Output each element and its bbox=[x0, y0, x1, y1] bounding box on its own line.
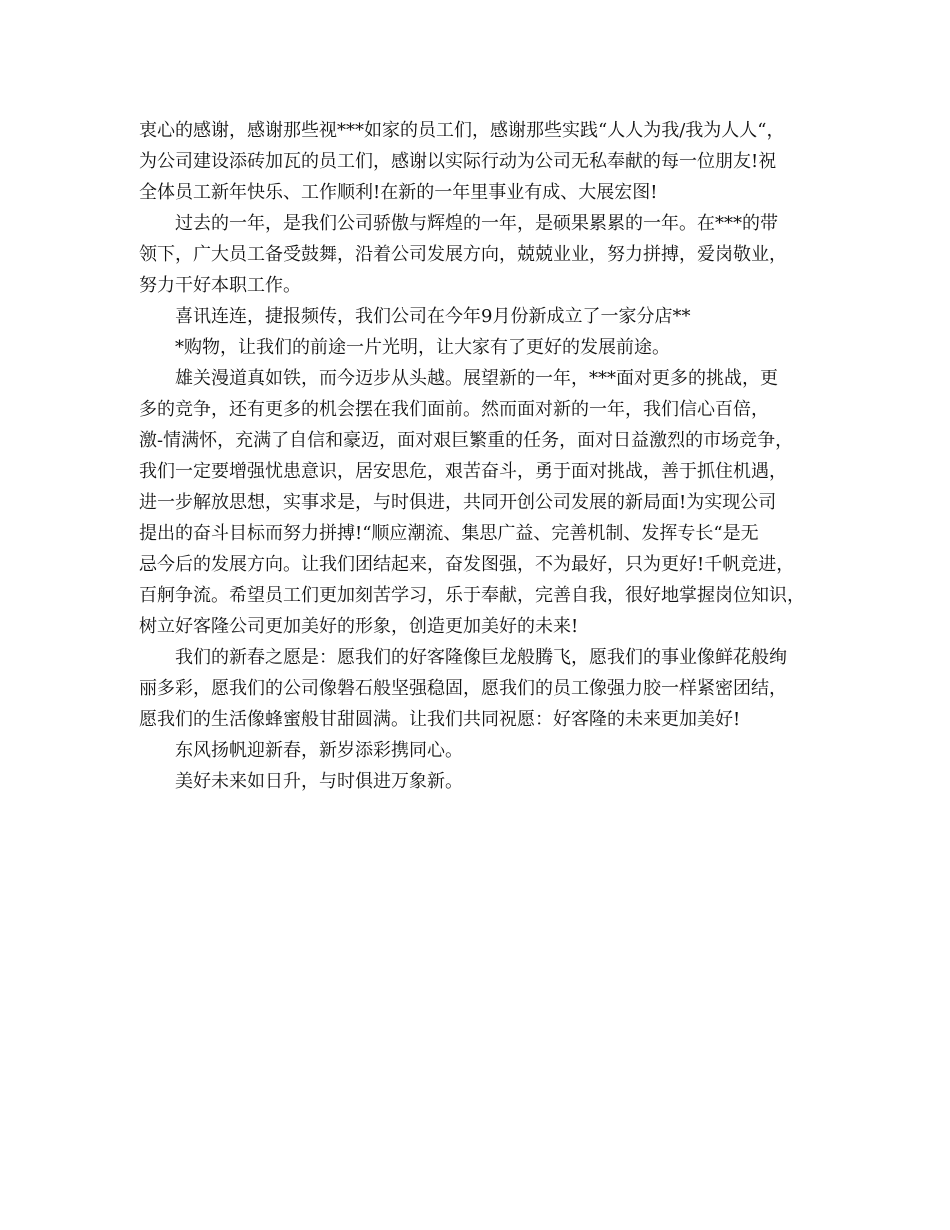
text-line: 树立好客隆公司更加美好的形象，创造更加美好的未来! bbox=[139, 616, 579, 637]
text-line: *购物，让我们的前途一片光明，让大家有了更好的发展前途。 bbox=[175, 337, 670, 358]
text-line: 百舸争流。希望员工们更加刻苦学习，乐于奉献，完善自我，很好地掌握岗位知识， bbox=[139, 585, 805, 606]
text-line: 全体员工新年快乐、工作顺利!在新的一年里事业有成、大展宏图! bbox=[139, 182, 658, 203]
text-line: 愿我们的生活像蜂蜜般甘甜圆满。让我们共同祝愿：好客隆的未来更加美好! bbox=[139, 709, 741, 730]
text-line: 激-情满怀，充满了自信和豪迈，面对艰巨繁重的任务，面对日益激烈的市场竞争， bbox=[139, 430, 794, 451]
text-line: 美好未来如日升，与时俱进万象新。 bbox=[175, 771, 463, 792]
text-line: 我们的新春之愿是：愿我们的好客隆像巨龙般腾飞，愿我们的事业像鲜花般绚 bbox=[175, 647, 787, 668]
text-line: 领下，广大员工备受鼓舞，沿着公司发展方向，兢兢业业，努力拼搏，爱岗敬业， bbox=[139, 244, 787, 265]
text-line: 提出的奋斗目标而努力拼搏!“顺应潮流、集思广益、完善机制、发挥专长“是无 bbox=[139, 523, 759, 544]
text-line: 努力干好本职工作。 bbox=[139, 275, 301, 296]
text-line: 我们一定要增强忧患意识，居安思危，艰苦奋斗，勇于面对挑战，善于抓住机遇， bbox=[139, 461, 787, 482]
text-line: 喜讯连连，捷报频传，我们公司在今年9月份新成立了一家分店** bbox=[175, 306, 691, 327]
text-line: 忌今后的发展方向。让我们团结起来，奋发图强，不为最好，只为更好!千帆竞进， bbox=[139, 554, 795, 575]
text-line: 东风扬帆迎新春，新岁添彩携同心。 bbox=[175, 740, 463, 761]
document-body bbox=[139, 115, 829, 797]
text-line: 过去的一年，是我们公司骄傲与辉煌的一年，是硕果累累的一年。在***的带 bbox=[175, 213, 778, 234]
text-line: 丽多彩，愿我们的公司像磐石般坚强稳固，愿我们的员工像强力胶一样紧密团结， bbox=[139, 678, 787, 699]
text-line: 雄关漫道真如铁，而今迈步从头越。展望新的一年，***面对更多的挑战，更 bbox=[175, 368, 778, 389]
text-line: 进一步解放思想，实事求是，与时俱进，共同开创公司发展的新局面!为实现公司 bbox=[139, 492, 777, 513]
text-line: 多的竞争，还有更多的机会摆在我们面前。然而面对新的一年，我们信心百倍， bbox=[139, 399, 769, 420]
text-line: 衷心的感谢，感谢那些视***如家的员工们，感谢那些实践“人人为我/我为人人“， bbox=[139, 120, 785, 141]
text-line: 为公司建设添砖加瓦的员工们，感谢以实际行动为公司无私奉献的每一位朋友!祝 bbox=[139, 151, 777, 172]
